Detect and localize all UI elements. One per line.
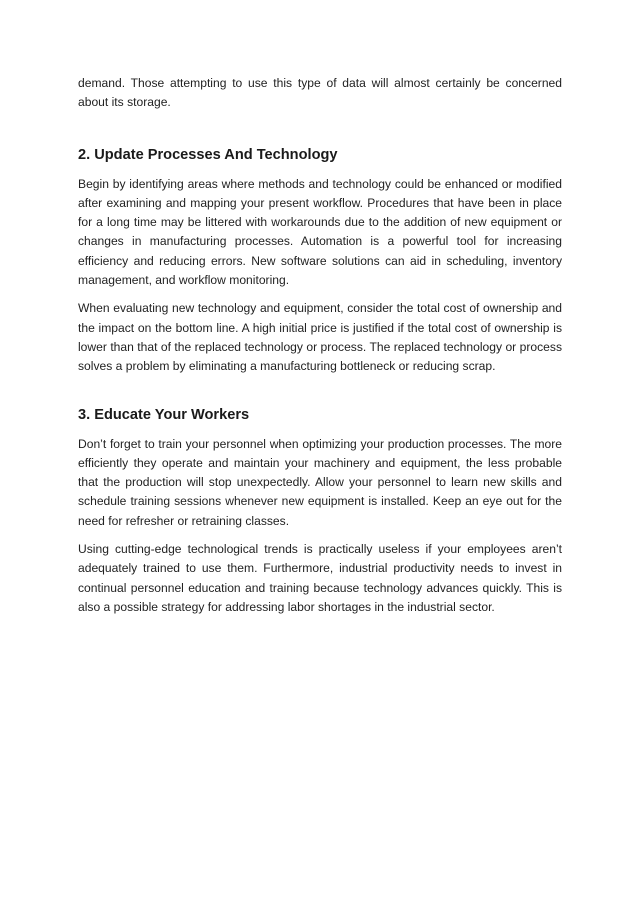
section-2-paragraph-1: Begin by identifying areas where methods and technology could be enhanced or modified after examining and mapping your present workflow. Procedures that have been in place for a long time may be littered with workarounds due to the addition of new equipment or changes in manufacturing processes. Automation is a powerful tool for increasing efficiency and reducing errors. New software solutions can aid in scheduling, inventory management, and workflow monitoring. [78, 176, 562, 288]
section-3-paragraph-2: Using cutting-edge technological trends is practically useless if your employees aren’t adequately trained to use them. Furthermore, industrial productivity needs to invest in continual personnel education and training because technology advances quickly. This is also a possible strategy for addressing labor shortages in the industrial sector. [78, 542, 562, 614]
intro-paragraph: demand. Those attempting to use this type of data will almost certainly be concerned about its storage. [78, 76, 562, 110]
section-heading-update-processes: 2. Update Processes And Technology [78, 146, 338, 163]
document-body [78, 74, 562, 617]
section-3-paragraph-1: Don’t forget to train your personnel when optimizing your production processes. The more efficiently they operate and maintain your machinery and equipment, the less probable that the production will stop unexpectedly. Allow your personnel to learn new skills and schedule training sessions whenever new equipment is installed. Keep an eye out for the need for refresher or retraining classes. [78, 436, 562, 528]
section-heading-educate-workers: 3. Educate Your Workers [78, 406, 250, 423]
section-2-paragraph-2: When evaluating new technology and equipment, consider the total cost of ownership and the impact on the bottom line. A high initial price is justified if the total cost of ownership is lower than that of the replaced technology or process. The replaced technology or process solves a problem by eliminating a manufacturing bottleneck or reducing scrap. [78, 301, 562, 374]
